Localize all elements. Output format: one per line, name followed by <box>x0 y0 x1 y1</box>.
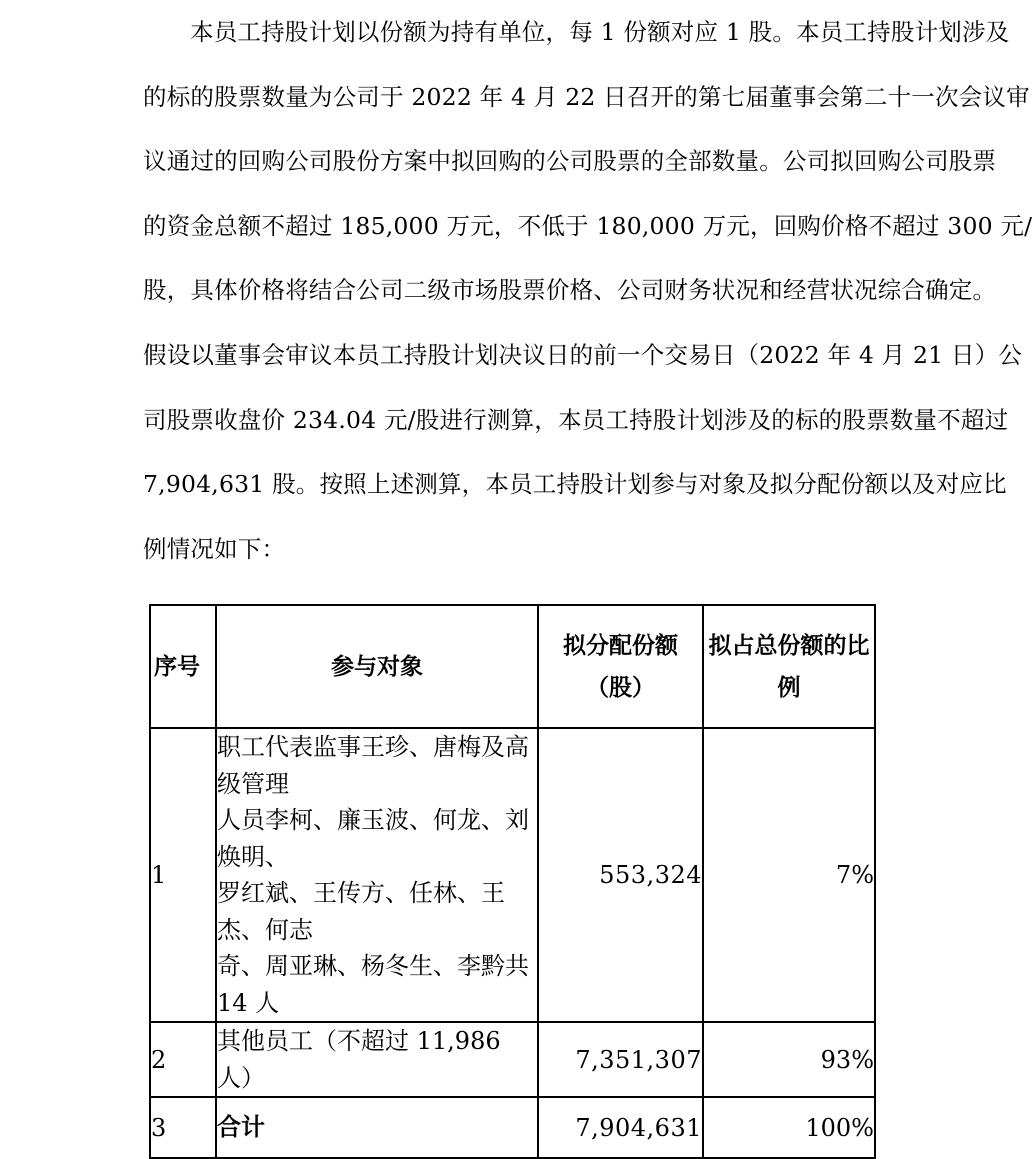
header-shares <box>538 605 703 728</box>
row-participants: 合计 <box>216 1097 538 1158</box>
paragraph-line: 假设以董事会审议本员工持股计划决议日的前一个交易日（2022 年 4 月 21 日）公 <box>143 340 1023 369</box>
paragraph-line: 的标的股票数量为公司于 2022 年 4 月 22 日召开的第七届董事会第二十一次会议审 <box>143 82 1030 111</box>
header-ratio-line2: 例 <box>777 674 801 701</box>
header-seq: 序号 <box>150 605 216 728</box>
allocation-table <box>149 604 876 1159</box>
paragraph-line: 7,904,631 股。按照上述测算，本员工持股计划参与对象及拟分配份额以及对应比 <box>143 470 1007 499</box>
table-header-row <box>150 605 875 728</box>
row-ratio: 100% <box>703 1097 875 1158</box>
row-seq: 3 <box>150 1097 216 1158</box>
row-seq: 1 <box>150 728 216 1022</box>
row-participants <box>216 728 538 1022</box>
paragraph-line: 股，具体价格将结合公司二级市场股票价格、公司财务状况和经营状况综合确定。 <box>143 276 997 305</box>
header-ratio <box>703 605 875 728</box>
header-shares-line2: （股） <box>586 674 655 701</box>
paragraph-line: 的资金总额不超过 185,000 万元，不低于 180,000 万元，回购价格不超过 300 元/ <box>143 211 1032 240</box>
participants-line: 职工代表监事王珍、唐梅及高级管理 <box>217 733 529 798</box>
body-paragraph <box>143 0 1032 581</box>
paragraph-line: 本员工持股计划以份额为持有单位，每 1 份额对应 1 股。本员工持股计划涉及 <box>190 18 1010 46</box>
row-seq: 2 <box>150 1022 216 1097</box>
participants-line: 人员李柯、廉玉波、何龙、刘焕明、 <box>217 806 529 871</box>
header-shares-line1: 拟分配份额 <box>563 632 678 659</box>
header-ratio-line1: 拟占总份额的比 <box>708 632 870 659</box>
table-row <box>150 728 875 1022</box>
table-row <box>150 1022 875 1097</box>
paragraph-line: 例情况如下： <box>143 534 286 563</box>
row-ratio: 7% <box>703 728 875 1022</box>
participants-line: 奇、周亚琳、杨冬生、李黔共 14 人 <box>217 952 529 1017</box>
row-ratio: 93% <box>703 1022 875 1097</box>
row-shares: 7,351,307 <box>538 1022 703 1097</box>
header-participants: 参与对象 <box>216 605 538 728</box>
paragraph-line: 司股票收盘价 234.04 元/股进行测算，本员工持股计划涉及的标的股票数量不超过 <box>143 405 1009 434</box>
row-shares: 7,904,631 <box>538 1097 703 1158</box>
paragraph-line: 议通过的回购公司股份方案中拟回购的公司股票的全部数量。公司拟回购公司股票 <box>143 147 997 176</box>
row-participants: 其他员工（不超过 11,986 人） <box>216 1022 538 1097</box>
table-total-row <box>150 1097 875 1158</box>
participants-line: 罗红斌、王传方、任林、王杰、何志 <box>217 879 505 944</box>
row-shares: 553,324 <box>538 728 703 1022</box>
